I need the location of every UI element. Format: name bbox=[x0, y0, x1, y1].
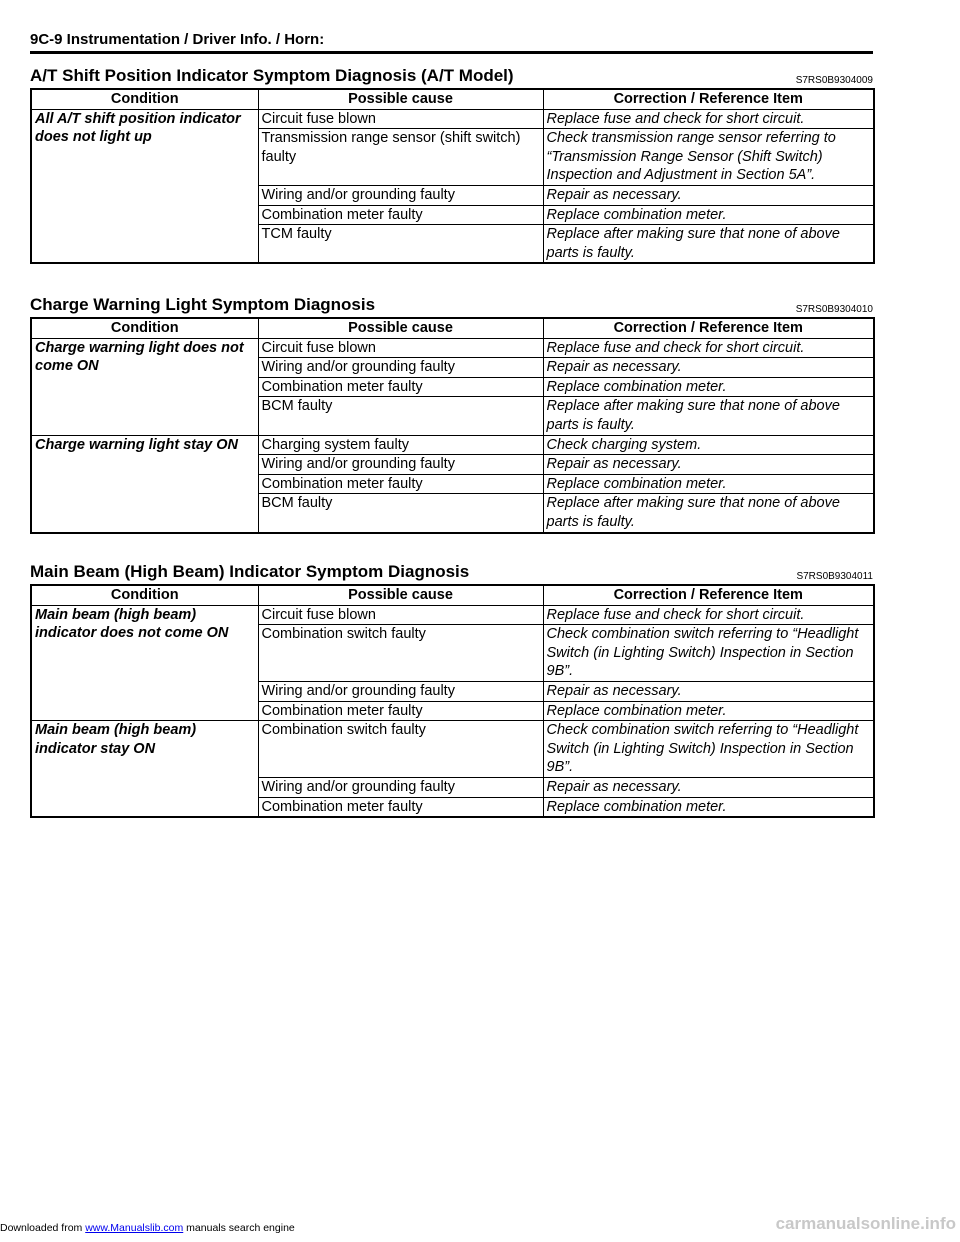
header-condition: Condition bbox=[31, 318, 258, 338]
possible-cause-cell: BCM faulty bbox=[258, 397, 543, 435]
header-possible-cause: Possible cause bbox=[258, 89, 543, 109]
footer-suffix: manuals search engine bbox=[183, 1222, 295, 1234]
possible-cause-cell: Combination meter faulty bbox=[258, 701, 543, 721]
section-charge-warning bbox=[30, 291, 873, 534]
correction-cell: Repair as necessary. bbox=[543, 358, 874, 378]
footer-prefix: Downloaded from bbox=[0, 1222, 86, 1234]
header-possible-cause: Possible cause bbox=[258, 318, 543, 338]
section-heading bbox=[30, 62, 873, 88]
diagnosis-table bbox=[30, 88, 875, 264]
section-main-beam bbox=[30, 558, 873, 818]
section-title: A/T Shift Position Indicator Symptom Diagnosis (A/T Model) bbox=[30, 66, 514, 85]
correction-cell: Repair as necessary. bbox=[543, 185, 874, 205]
diagnosis-table bbox=[30, 317, 875, 534]
possible-cause-cell: Combination meter faulty bbox=[258, 797, 543, 817]
section-title: Main Beam (High Beam) Indicator Symptom Diagnosis bbox=[30, 562, 470, 581]
correction-cell: Check combination switch referring to “Headlight Switch (in Lighting Switch) Inspection in Section 9B”. bbox=[543, 625, 874, 682]
correction-cell: Replace after making sure that none of above parts is faulty. bbox=[543, 397, 874, 435]
header-condition: Condition bbox=[31, 89, 258, 109]
correction-cell: Replace combination meter. bbox=[543, 701, 874, 721]
correction-cell: Replace after making sure that none of above parts is faulty. bbox=[543, 225, 874, 264]
condition-cell: Charge warning light does not come ON bbox=[31, 338, 258, 435]
section-heading bbox=[30, 291, 873, 317]
correction-cell: Repair as necessary. bbox=[543, 455, 874, 475]
possible-cause-cell: Circuit fuse blown bbox=[258, 109, 543, 129]
correction-cell: Replace combination meter. bbox=[543, 797, 874, 817]
possible-cause-cell: TCM faulty bbox=[258, 225, 543, 264]
condition-cell: Charge warning light stay ON bbox=[31, 435, 258, 532]
possible-cause-cell: Combination meter faulty bbox=[258, 377, 543, 397]
table-header-row bbox=[31, 318, 874, 338]
watermark: carmanualsonline.info bbox=[775, 1214, 956, 1233]
header-correction: Correction / Reference Item bbox=[543, 318, 874, 338]
correction-cell: Replace combination meter. bbox=[543, 205, 874, 225]
page-header: 9C-9 Instrumentation / Driver Info. / Horn: bbox=[30, 30, 873, 54]
table-row bbox=[31, 338, 874, 358]
possible-cause-cell: Charging system faulty bbox=[258, 435, 543, 455]
possible-cause-cell: Wiring and/or grounding faulty bbox=[258, 777, 543, 797]
correction-cell: Replace combination meter. bbox=[543, 474, 874, 494]
correction-cell: Replace after making sure that none of above parts is faulty. bbox=[543, 494, 874, 533]
possible-cause-cell: Wiring and/or grounding faulty bbox=[258, 455, 543, 475]
possible-cause-cell: Combination meter faulty bbox=[258, 205, 543, 225]
section-title: Charge Warning Light Symptom Diagnosis bbox=[30, 295, 376, 314]
section-code: S7RS0B9304011 bbox=[796, 571, 873, 582]
header-possible-cause: Possible cause bbox=[258, 585, 543, 605]
header-correction: Correction / Reference Item bbox=[543, 585, 874, 605]
possible-cause-cell: Transmission range sensor (shift switch) faulty bbox=[258, 129, 543, 186]
table-header-row bbox=[31, 585, 874, 605]
condition-cell: All A/T shift position indicator does not light up bbox=[31, 109, 258, 263]
table-row bbox=[31, 605, 874, 625]
correction-cell: Check combination switch referring to “Headlight Switch (in Lighting Switch) Inspection in Section 9B”. bbox=[543, 721, 874, 778]
header-correction: Correction / Reference Item bbox=[543, 89, 874, 109]
possible-cause-cell: Combination switch faulty bbox=[258, 721, 543, 778]
possible-cause-cell: Wiring and/or grounding faulty bbox=[258, 681, 543, 701]
correction-cell: Check transmission range sensor referring to “Transmission Range Sensor (Shift Switch) Inspection and Adjustment in Section 5A”. bbox=[543, 129, 874, 186]
possible-cause-cell: Combination meter faulty bbox=[258, 474, 543, 494]
table-header-row bbox=[31, 89, 874, 109]
correction-cell: Check charging system. bbox=[543, 435, 874, 455]
correction-cell: Repair as necessary. bbox=[543, 777, 874, 797]
possible-cause-cell: Circuit fuse blown bbox=[258, 605, 543, 625]
condition-cell: Main beam (high beam) indicator does not come ON bbox=[31, 605, 258, 721]
correction-cell: Replace combination meter. bbox=[543, 377, 874, 397]
correction-cell: Replace fuse and check for short circuit. bbox=[543, 109, 874, 129]
possible-cause-cell: Wiring and/or grounding faulty bbox=[258, 358, 543, 378]
download-footer bbox=[0, 1222, 295, 1234]
table-row bbox=[31, 109, 874, 129]
condition-cell: Main beam (high beam) indicator stay ON bbox=[31, 721, 258, 817]
section-at-shift-indicator bbox=[30, 62, 873, 264]
correction-cell: Repair as necessary. bbox=[543, 681, 874, 701]
section-code: S7RS0B9304009 bbox=[795, 75, 873, 86]
section-code: S7RS0B9304010 bbox=[795, 304, 873, 315]
table-row bbox=[31, 435, 874, 455]
possible-cause-cell: Circuit fuse blown bbox=[258, 338, 543, 358]
table-row bbox=[31, 721, 874, 778]
manualslib-link[interactable]: www.Manualslib.com bbox=[85, 1222, 184, 1234]
section-heading bbox=[30, 558, 873, 584]
possible-cause-cell: Combination switch faulty bbox=[258, 625, 543, 682]
diagnosis-table bbox=[30, 584, 875, 818]
correction-cell: Replace fuse and check for short circuit. bbox=[543, 605, 874, 625]
header-condition: Condition bbox=[31, 585, 258, 605]
correction-cell: Replace fuse and check for short circuit. bbox=[543, 338, 874, 358]
possible-cause-cell: Wiring and/or grounding faulty bbox=[258, 185, 543, 205]
possible-cause-cell: BCM faulty bbox=[258, 494, 543, 533]
